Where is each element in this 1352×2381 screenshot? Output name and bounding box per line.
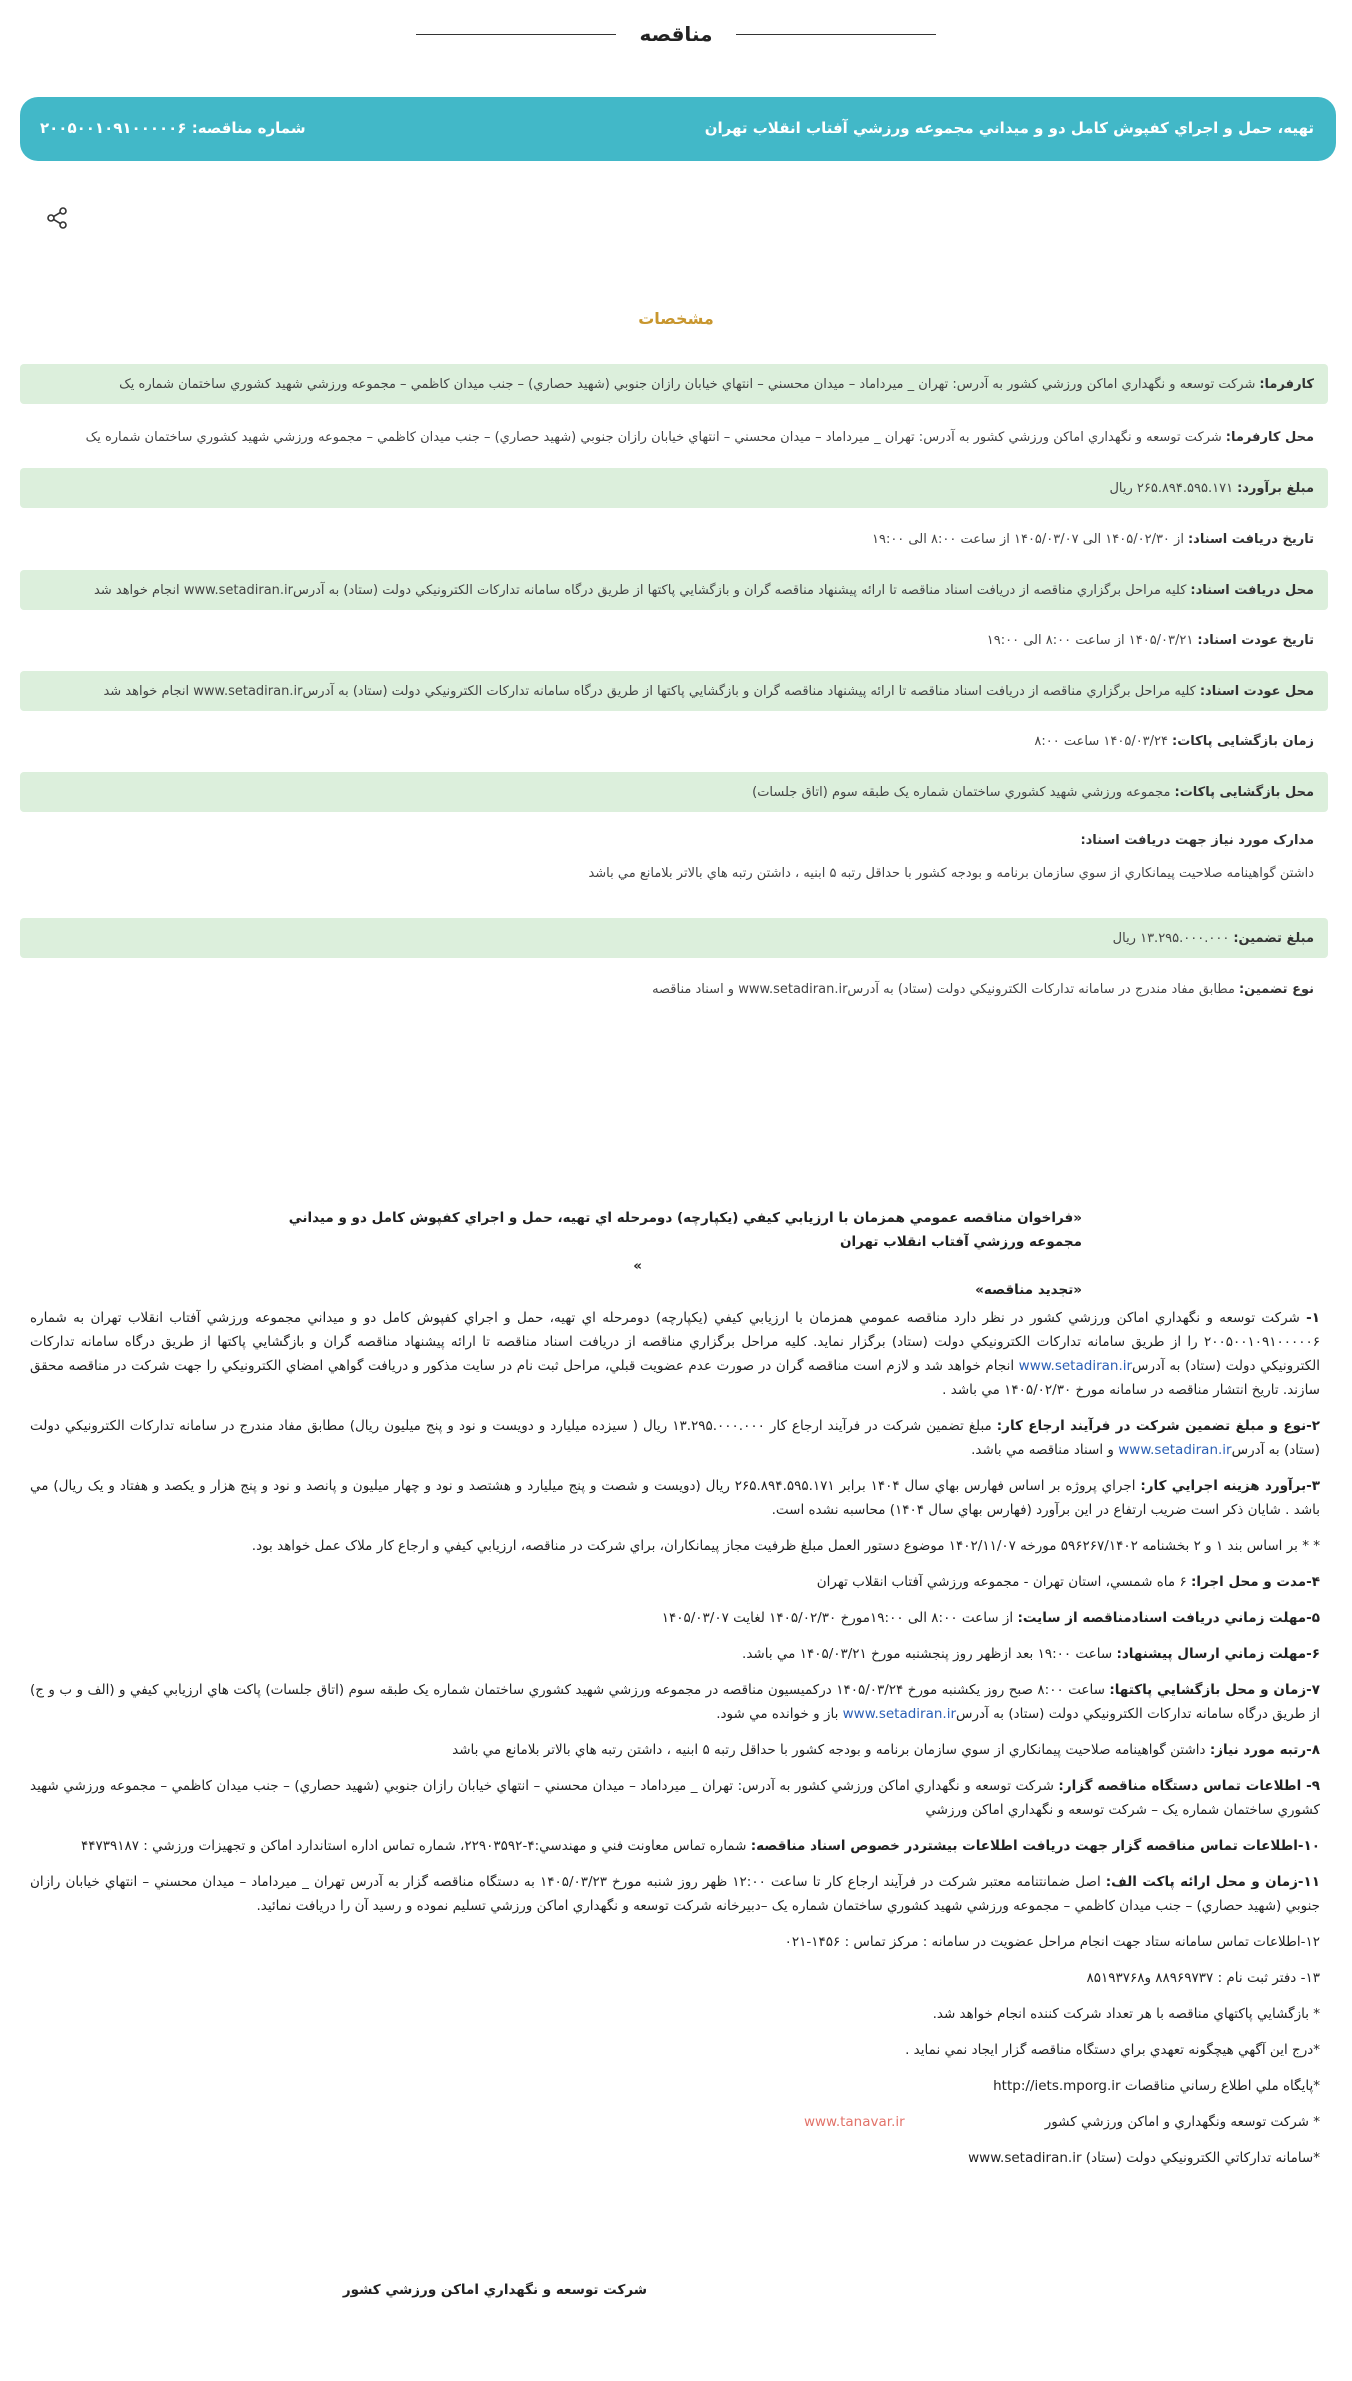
spec-label: زمان بازگشايی پاكات: [1172,733,1314,749]
spec-opening-place [20,772,1328,812]
notice-paragraph-1 [30,1306,1320,1402]
page-heading [0,22,1352,46]
spec-value: كليه مراحل برگزاري مناقصه از دريافت اسناد مناقصه تا ارائه پيشنهاد مناقصه گران و بازگشايي پاكتها از طريق درگاه سامانه تداركات الكترونيكي دولت (ستاد) به آدرسwww.setadiran.ir انجام خواهد شد [103,683,1196,699]
para-text: انجام خواهد شد و لازم است مناقصه گران در صورت عدم عضويت قبلي، مراحل ثبت نام در سايت مذكور و دريافت گواهي امضاي الكترونيكي را جهت شركت در مناقصه محقق سازند. تاريخ انتشار مناقصه در سامانه مورخ ۱۴۰۵/۰۲/۳۰ مي باشد . [30,1358,1320,1398]
spec-employer-place [20,422,1328,452]
spec-doc-receive-date [20,524,1328,554]
notice-paragraph-18 [30,2110,1320,2134]
spec-label: محل دريافت اسناد: [1190,582,1314,598]
spec-doc-return-date [20,625,1328,655]
para-text: * شركت توسعه ونگهداري و اماكن ورزشي كشور [1044,2114,1320,2130]
notice-paragraph-11 [30,1834,1320,1858]
para-label: ۹- اطلاعات تماس دستگاه مناقصه گزار: [1058,1778,1320,1794]
notice-paragraph-7 [30,1642,1320,1666]
para-label: ۳-برآورد هزينه اجرايي كار: [1140,1478,1320,1494]
notice-title-line1: «فراخوان مناقصه عمومي همزمان با ارزيابي كيفي (يكپارچه) دومرحله اي تهيه، حمل و اجراي كفپوش كامل دو و ميداني مجموعه ورزشي آفتاب انقلاب تهران [288,1210,1082,1250]
para-label: ۱۰-اطلاعات تماس مناقصه گزار جهت دريافت اطلاعات بيشتردر خصوص اسناد مناقصه: [750,1838,1320,1854]
para-text: شركت توسعه و نگهداري اماكن ورزشي كشور در نظر دارد مناقصه عمومي همزمان با ارزيابي كيفي (يكپارچه) دومرحله اي تهيه، حمل و اجراي كفپوش كامل دو و ميداني مجموعه ورزشي آفتاب انقلاب تهران به شماره ۲۰۰۵۰۰۱۰۹۱۰۰۰۰۰۶ را از طريق سامانه تداركات الكترونيكي دولت (ستاد) برگزار نمايد. كليه مراحل برگزاري مناقصه از دريافت اسناد مناقصه تا ارائه پيشنهاد مناقصه گران و بازگشايي پاكتها از طريق درگاه سامانه تداركات الكترونيكي دولت (ستاد) به آدرس [30,1310,1320,1374]
spec-value: ۱۳.۲۹۵.۰۰۰.۰۰۰ ريال [1112,930,1230,946]
notice-paragraph-4: * * بر اساس بند ۱ و ۲ بخشنامه ۵۹۶۲۶۷/۱۴۰۲ مورخه ۱۴۰۲/۱۱/۰۷ موضوع دستور العمل مبلغ ظرفيت مجاز پيمانكاران، براي شركت در مناقصه، ارزيابي كيفي و ارجاع كار ملاک عمل خواهد بود. [251,1538,1320,1554]
tender-number: شماره مناقصه: ۲۰۰۵۰۰۱۰۹۱۰۰۰۰۰۶ [40,119,306,137]
spec-label: محل بازگشايی پاكات: [1174,784,1314,800]
spec-label: نوع تضمين: [1238,981,1314,997]
spec-label: تاريخ عودت اسناد: [1197,632,1314,648]
notice-title-line3: «تجديد مناقصه» [975,1282,1082,1298]
spec-label: مدارک مورد نياز جهت دريافت اسناد: [1080,833,1314,848]
setadiran-link[interactable]: www.setadiran.ir [1118,1442,1232,1458]
spec-value: ۲۶۵.۸۹۴.۵۹۵.۱۷۱ ريال [1109,480,1234,496]
notice-paragraph-2 [30,1414,1320,1462]
notice-paragraph-5 [30,1570,1320,1594]
spec-estimate [20,468,1328,508]
para-label: ۱۱-زمان و محل ارائه پاكت الف: [1105,1874,1320,1890]
spec-value: كليه مراحل برگزاري مناقصه از دريافت اسناد مناقصه تا ارائه پيشنهاد مناقصه گران و بازگشايي پاكتها از طريق درگاه سامانه تداركات الكترونيكي دولت (ستاد) به آدرسwww.setadiran.ir انجام خواهد شد [94,582,1187,598]
spec-required-docs [20,833,1328,881]
notice-title [262,1206,1082,1302]
notice-paragraph-17: *پايگاه ملي اطلاع رساني مناقصات http://iets.mporg.ir [993,2078,1320,2094]
spec-label: كارفرما: [1259,376,1314,392]
notice-paragraph-16: *درج اين آگهي هيچگونه تعهدي براي دستگاه مناقصه گزار ايجاد نمي نمايد . [905,2042,1320,2058]
para-text: و اسناد مناقصه مي باشد. [971,1442,1119,1458]
spec-label: محل كارفرما: [1225,429,1314,445]
notice-title-mark: » [633,1258,642,1274]
notice-paragraph-19: *سامانه تداركاتي الكترونيكي دولت (ستاد) www.setadiran.ir [968,2150,1320,2166]
para-label: ۲-نوع و مبلغ تضمين شركت در فرآيند ارجاع كار: [996,1418,1320,1434]
para-text: داشتن گواهينامه صلاحيت پيمانكاري از سوي سازمان برنامه و بودجه كشور با حداقل رتبه ۵ ابنيه ، داشتن رتبه هاي بالاتر بلامانع مي باشد [452,1742,1210,1758]
para-label: ۷-زمان و محل بازگشايي پاكتها: [1109,1682,1320,1698]
para-text: شماره تماس معاونت فني و مهندسي:۴-۲۲۹۰۳۵۹۲، شماره تماس اداره استاندارد اماكن و تجهيزات ورزشي : ۴۴۷۳۹۱۸۷ [81,1838,751,1854]
tanavar-link[interactable]: www.tanavar.ir [803,2114,905,2130]
tender-banner [20,97,1336,161]
spec-value: شركت توسعه و نگهداري اماكن ورزشي كشور به آدرس: تهران _ ميرداماد – ميدان محسني – انتهاي خيابان رازان جنوبي (شهيد حصاري) – جنب ميدان كاظمي – مجموعه ورزشي شهيد كشوري ساختمان شماره يک [85,429,1222,445]
notice-paragraph-14: ۱۳- دفتر ثبت نام : ۸۸۹۶۹۷۳۷ و۸۵۱۹۳۷۶۸ [1086,1970,1320,1986]
para-text: باز و خوانده مي شود. [716,1706,843,1722]
para-label: ۵-مهلت زماني دريافت اسنادمناقصه از سايت: [1017,1610,1320,1626]
notice-paragraph-8 [30,1678,1320,1726]
para-label: ۱- [1306,1310,1320,1326]
para-text: از ساعت ۸:۰۰ الی ۱۹:۰۰مورخ ۱۴۰۵/۰۲/۳۰ لغايت ۱۴۰۵/۰۳/۰۷ [661,1610,1018,1626]
setadiran-link[interactable]: www.setadiran.ir [1018,1358,1133,1374]
notice-body [30,1306,1320,2182]
heading-line-left [416,34,616,35]
para-text: اصل ضمانتنامه معتبر شركت در فرآيند ارجاع كار تا ساعت ۱۲:۰۰ ظهر روز شنبه مورخ ۱۴۰۵/۰۳/۲۳ به دستگاه مناقصه گزار به آدرس تهران _ ميرداماد – ميدان محسني – انتهاي خيابان رازان جنوبي (شهيد حصاري) – جنب ميدان كاظمي – مجموعه ورزشي شهيد كشوري ساختمان شماره يک –دبيرخانه شركت توسعه و نگهداري اماكن ورزشي تسليم نموده و رسيد آن را دريافت نمائيد. [30,1874,1320,1914]
spec-value: مطابق مفاد مندرج در سامانه تداركات الكترونيكي دولت (ستاد) به آدرسwww.setadiran.ir و اسناد مناقصه [652,981,1235,997]
para-label: ۸-رتبه مورد نياز: [1209,1742,1320,1758]
para-text: ساعت ۸:۰۰ صبح روز يكشنبه مورخ ۱۴۰۵/۰۳/۲۴ دركميسيون مناقصه در مجموعه ورزشي شهيد كشوري ساختمان شماره يک طبقه سوم (اتاق جلسات) پاكت هاي ارزيابي كيفي و (الف و ب و ج) از طريق درگاه سامانه تداركات الكترونيكي دولت (ستاد) به آدرس [30,1682,1320,1722]
spec-opening-time [20,726,1328,756]
notice-paragraph-13: ۱۲-اطلاعات تماس سامانه ستاد جهت انجام مراحل عضويت در سامانه : مركز تماس : ۱۴۵۶-۰۲۱ [784,1934,1320,1950]
spec-guarantee-amount [20,918,1328,958]
setadiran-link[interactable]: www.setadiran.ir [842,1706,957,1722]
para-text: شركت توسعه و نگهداري اماكن ورزشي كشور به آدرس: تهران _ ميرداماد – ميدان محسني – انتهاي خيابان رازان جنوبي (شهيد حصاري) – جنب ميدان كاظمي – مجموعه ورزشي شهيد كشوري ساختمان شماره يک – شركت توسعه و نگهداري اماكن ورزشي [30,1778,1320,1818]
spec-employer [20,364,1328,404]
share-icon [44,205,70,231]
spec-value: داشتن گواهينامه صلاحيت پيمانكاري از سوي سازمان برنامه و بودجه كشور با حداقل رتبه ۵ ابنيه ، داشتن رتبه هاي بالاتر بلامانع مي باشد [588,866,1314,881]
spec-label: مبلغ تضمين: [1233,930,1314,946]
notice-title-line2 [262,1254,1082,1278]
notice-paragraph-6 [30,1606,1320,1630]
para-text: مبلغ تضمين شركت در فرآيند ارجاع كار ۱۳.۲۹۵.۰۰۰.۰۰۰ ريال ( سيزده ميليارد و دويست و نود و پنج ميليون ريال) مطابق مفاد مندرج در سامانه تداركات الكترونيكي دولت (ستاد) به آدرس [30,1418,1320,1458]
spec-doc-return-place [20,671,1328,711]
notice-paragraph-10 [30,1774,1320,1822]
tender-title: تهيه، حمل و اجراي كفپوش كامل دو و ميداني مجموعه ورزشي آفتاب انقلاب تهران [704,119,1314,137]
para-text: ۶ ماه شمسي، استان تهران - مجموعه ورزشي آفتاب انقلاب تهران [816,1574,1191,1590]
spec-label: محل عودت اسناد: [1199,683,1314,699]
para-text: ساعت ۱۹:۰۰ بعد ازظهر روز پنجشنبه مورخ ۱۴۰۵/۰۳/۲۱ مي باشد. [742,1646,1117,1662]
share-button[interactable] [44,205,70,231]
spec-value: ۱۴۰۵/۰۳/۲۴ ساعت ۸:۰۰ [1034,733,1169,749]
page-title: مناقصه [639,22,713,46]
notice-paragraph-12 [30,1870,1320,1918]
spec-label: تاريخ دريافت اسناد: [1187,531,1314,547]
notice-paragraph-3 [30,1474,1320,1522]
heading-line-right [736,34,936,35]
para-text: اجراي پروژه بر اساس فهارس بهاي سال ۱۴۰۴ برابر ۲۶۵.۸۹۴.۵۹۵.۱۷۱ ريال (دويست و شصت و پنج ميليارد و هشتصد و نود و چهار ميليون و پانصد و نود و پنج هزار و يكصد و هفتاد و يک ريال) مي باشد . شايان ذكر است ضريب ارتفاع در اين برآورد (فهارس بهاي سال ۱۴۰۴) محاسبه نشده است. [30,1478,1320,1518]
spec-label: مبلغ برآورد: [1237,480,1314,496]
spec-value: از ۱۴۰۵/۰۲/۳۰ الی ۱۴۰۵/۰۳/۰۷ از ساعت ۸:۰۰ الی ۱۹:۰۰ [871,531,1184,547]
signature: شركت توسعه و نگهداري اماكن ورزشي كشور [342,2282,647,2298]
para-label: ۴-مدت و محل اجرا: [1191,1574,1320,1590]
section-title-specs: مشخصات [638,309,714,328]
spec-doc-receive-place [20,570,1328,610]
para-label: ۶-مهلت زماني ارسال پيشنهاد: [1116,1646,1320,1662]
notice-paragraph-9 [30,1738,1320,1762]
notice-paragraph-15: * بازگشايي پاكتهاي مناقصه با هر تعداد شركت كننده انجام خواهد شد. [932,2006,1320,2022]
spec-guarantee-type [20,974,1328,1004]
spec-value: شركت توسعه و نگهداري اماكن ورزشي كشور به آدرس: تهران _ ميرداماد – ميدان محسني – انتهاي خيابان رازان جنوبي (شهيد حصاري) – جنب ميدان كاظمي – مجموعه ورزشي شهيد كشوري ساختمان شماره يک [119,376,1256,392]
spec-value: ۱۴۰۵/۰۳/۲۱ از ساعت ۸:۰۰ الی ۱۹:۰۰ [986,632,1194,648]
spec-value: مجموعه ورزشي شهيد كشوري ساختمان شماره يک طبقه سوم (اتاق جلسات) [752,784,1171,800]
